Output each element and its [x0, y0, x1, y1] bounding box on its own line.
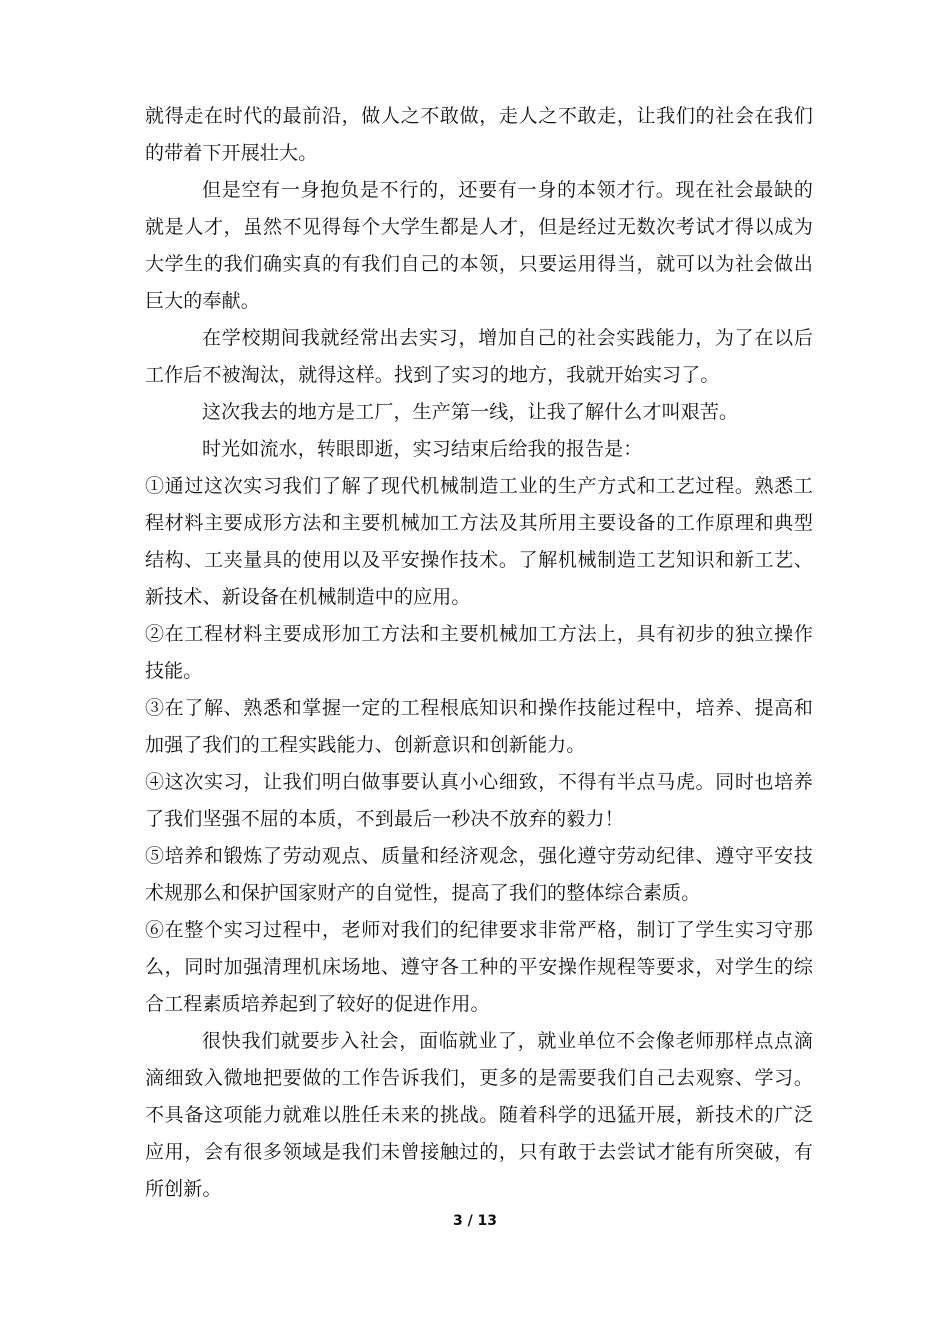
paragraph: 就得走在时代的最前沿，做人之不敢做，走人之不敢走，让我们的社会在我们的带着下开展壮大。 — [145, 105, 813, 164]
paragraph: 时光如流水，转眼即逝，实习结束后给我的报告是： — [202, 438, 643, 460]
list-item: ③在了解、熟悉和掌握一定的工程根底知识和操作技能过程中，培养、提高和加强了我们的工程实践能力、创新意识和创新能力。 — [145, 697, 813, 756]
paragraph: 很快我们就要步入社会，面临就业了，就业单位不会像老师那样点点滴滴细致入微地把要做的工作告诉我们，更多的是需要我们自己去观察、学习。不具备这项能力就难以胜任未来的挑战。随着科学的迅猛开展，新技术的广泛应用，会有很多领域是我们未曾接触过的，只有敢于去尝试才能有所突破，有所创新。 — [145, 1030, 813, 1200]
paragraph: 在学校期间我就经常出去实习，增加自己的社会实践能力，为了在以后工作后不被淘汰，就得这样。找到了实习的地方，我就开始实习了。 — [145, 327, 813, 386]
document-body — [145, 98, 813, 1208]
paragraph: 这次我去的地方是工厂，生产第一线，让我了解什么才叫艰苦。 — [202, 401, 739, 423]
paragraph: 但是空有一身抱负是不行的，还要有一身的本领才行。现在社会最缺的就是人才，虽然不见得每个大学生都是人才，但是经过无数次考试才得以成为大学生的我们确实真的有我们自己的本领，只要运用得当，就可以为社会做出巨大的奉献。 — [145, 179, 813, 312]
list-item: ②在工程材料主要成形加工方法和主要机械加工方法上，具有初步的独立操作技能。 — [145, 623, 813, 682]
list-item: ⑤培养和锻炼了劳动观点、质量和经济观念，强化遵守劳动纪律、遵守平安技术规那么和保护国家财产的自觉性，提高了我们的整体综合素质。 — [145, 845, 813, 904]
list-item: ⑥在整个实习过程中，老师对我们的纪律要求非常严格，制订了学生实习守那么，同时加强清理机床场地、遵守各工种的平安操作规程等要求，对学生的综合工程素质培养起到了较好的促进作用。 — [145, 919, 813, 1015]
list-item: ④这次实习，让我们明白做事要认真小心细致，不得有半点马虎。同时也培养了我们坚强不屈的本质，不到最后一秒决不放弃的毅力！ — [145, 771, 813, 830]
page-number: 3 / 13 — [452, 1213, 498, 1229]
list-item: ①通过这次实习我们了解了现代机械制造工业的生产方式和工艺过程。熟悉工程材料主要成形方法和主要机械加工方法及其所用主要设备的工作原理和典型结构、工夹量具的使用以及平安操作技术。了解机械制造工艺知识和新工艺、新技术、新设备在机械制造中的应用。 — [145, 475, 813, 608]
